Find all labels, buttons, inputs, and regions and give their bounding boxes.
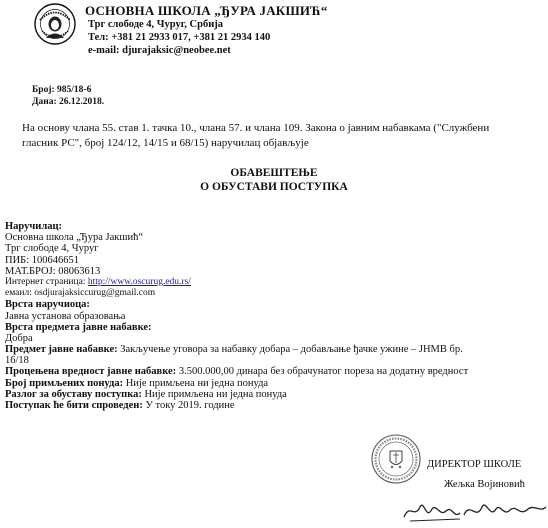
school-email: e-mail: djurajaksic@neobee.net (88, 45, 231, 56)
notice-body (5, 221, 535, 411)
authority-email: емаил: osdjurajaksiccurug@gmail.com (5, 288, 156, 299)
authority-name: Основна школа „Ђура Јакшић“ (5, 232, 144, 244)
estimated-value-row (5, 366, 535, 377)
authority-address: Трг слободе 4, Чуруг (5, 243, 99, 255)
reason-label: Разлог за обуставу поступка: (5, 388, 142, 400)
school-phone: Тел: +381 21 2933 017, +381 21 2934 140 (88, 32, 271, 43)
school-name: ОСНОВНА ШКОЛА „ЂУРА ЈАКШИЋ“ (85, 3, 328, 18)
repeat-label: Поступак ће бити спроведен: (5, 400, 143, 411)
estimated-value: 3.500.000,00 динара без обрачунатог пореза на додатну вредност (176, 366, 469, 378)
authority-type-value: Јавна установа образовања (5, 310, 126, 322)
procurement-subject-value: Закључење уговора за набавку добара – добављање ђачке ужине – ЈНМВ бр. (117, 344, 463, 356)
subject-type-value: Добра (5, 332, 33, 344)
offers-row (5, 378, 535, 389)
document-number: Број: 985/18-6 (32, 85, 92, 95)
reason-row (5, 389, 535, 400)
authority-pib: ПИБ: 100646651 (5, 254, 79, 266)
notice-title: ОБАВЕШТЕЊЕ (230, 167, 318, 179)
school-address: Трг слободе 4, Чуруг, Србија (88, 19, 224, 30)
notice-subtitle: О ОБУСТАВИ ПОСТУПКА (200, 181, 348, 193)
director-name: Жељка Војиновић (444, 479, 525, 490)
procurement-subject-row (5, 344, 535, 355)
offers-label: Број примљених понуда: (5, 377, 124, 389)
authority-website-row (5, 277, 535, 288)
authority-label: Наручилац: (5, 221, 63, 232)
website-label: Интернет страница: (5, 276, 88, 287)
procurement-subject-label: Предмет јавне набавке: (5, 344, 118, 356)
subject-type-label: Врста предмета јавне набавке: (5, 321, 152, 333)
reason-value: Није примљена ни једна понуда (141, 388, 287, 400)
offers-value: Није примљена ни једна понуда (123, 377, 269, 389)
official-stamp-icon (370, 433, 422, 485)
website-link[interactable]: http://www.oscurug.edu.rs/ (87, 276, 191, 287)
authority-mat-broj: МАТ.БРОЈ: 08063613 (5, 265, 101, 277)
document-date: Дана: 26.12.2018. (32, 97, 105, 107)
intro-paragraph: На основу члана 55. став 1. тачка 10., члана 57. и члана 109. Закона о јавним набавкама ("Службени гласник РС", број 124/12, 14/15 и 68/15) наручилац објављује (22, 122, 490, 149)
repeat-row (5, 400, 535, 411)
repeat-value: У току 2019. године (142, 400, 235, 411)
school-logo (34, 2, 76, 46)
authority-type-label: Врста наручиоца: (5, 299, 90, 311)
procurement-subject-cont: 16/18 (5, 355, 29, 367)
estimated-value-label: Процењена вредност јавне набавке: (5, 366, 177, 378)
handwritten-signature-icon (400, 495, 548, 525)
director-title: ДИРЕКТОР ШКОЛЕ (427, 459, 522, 470)
